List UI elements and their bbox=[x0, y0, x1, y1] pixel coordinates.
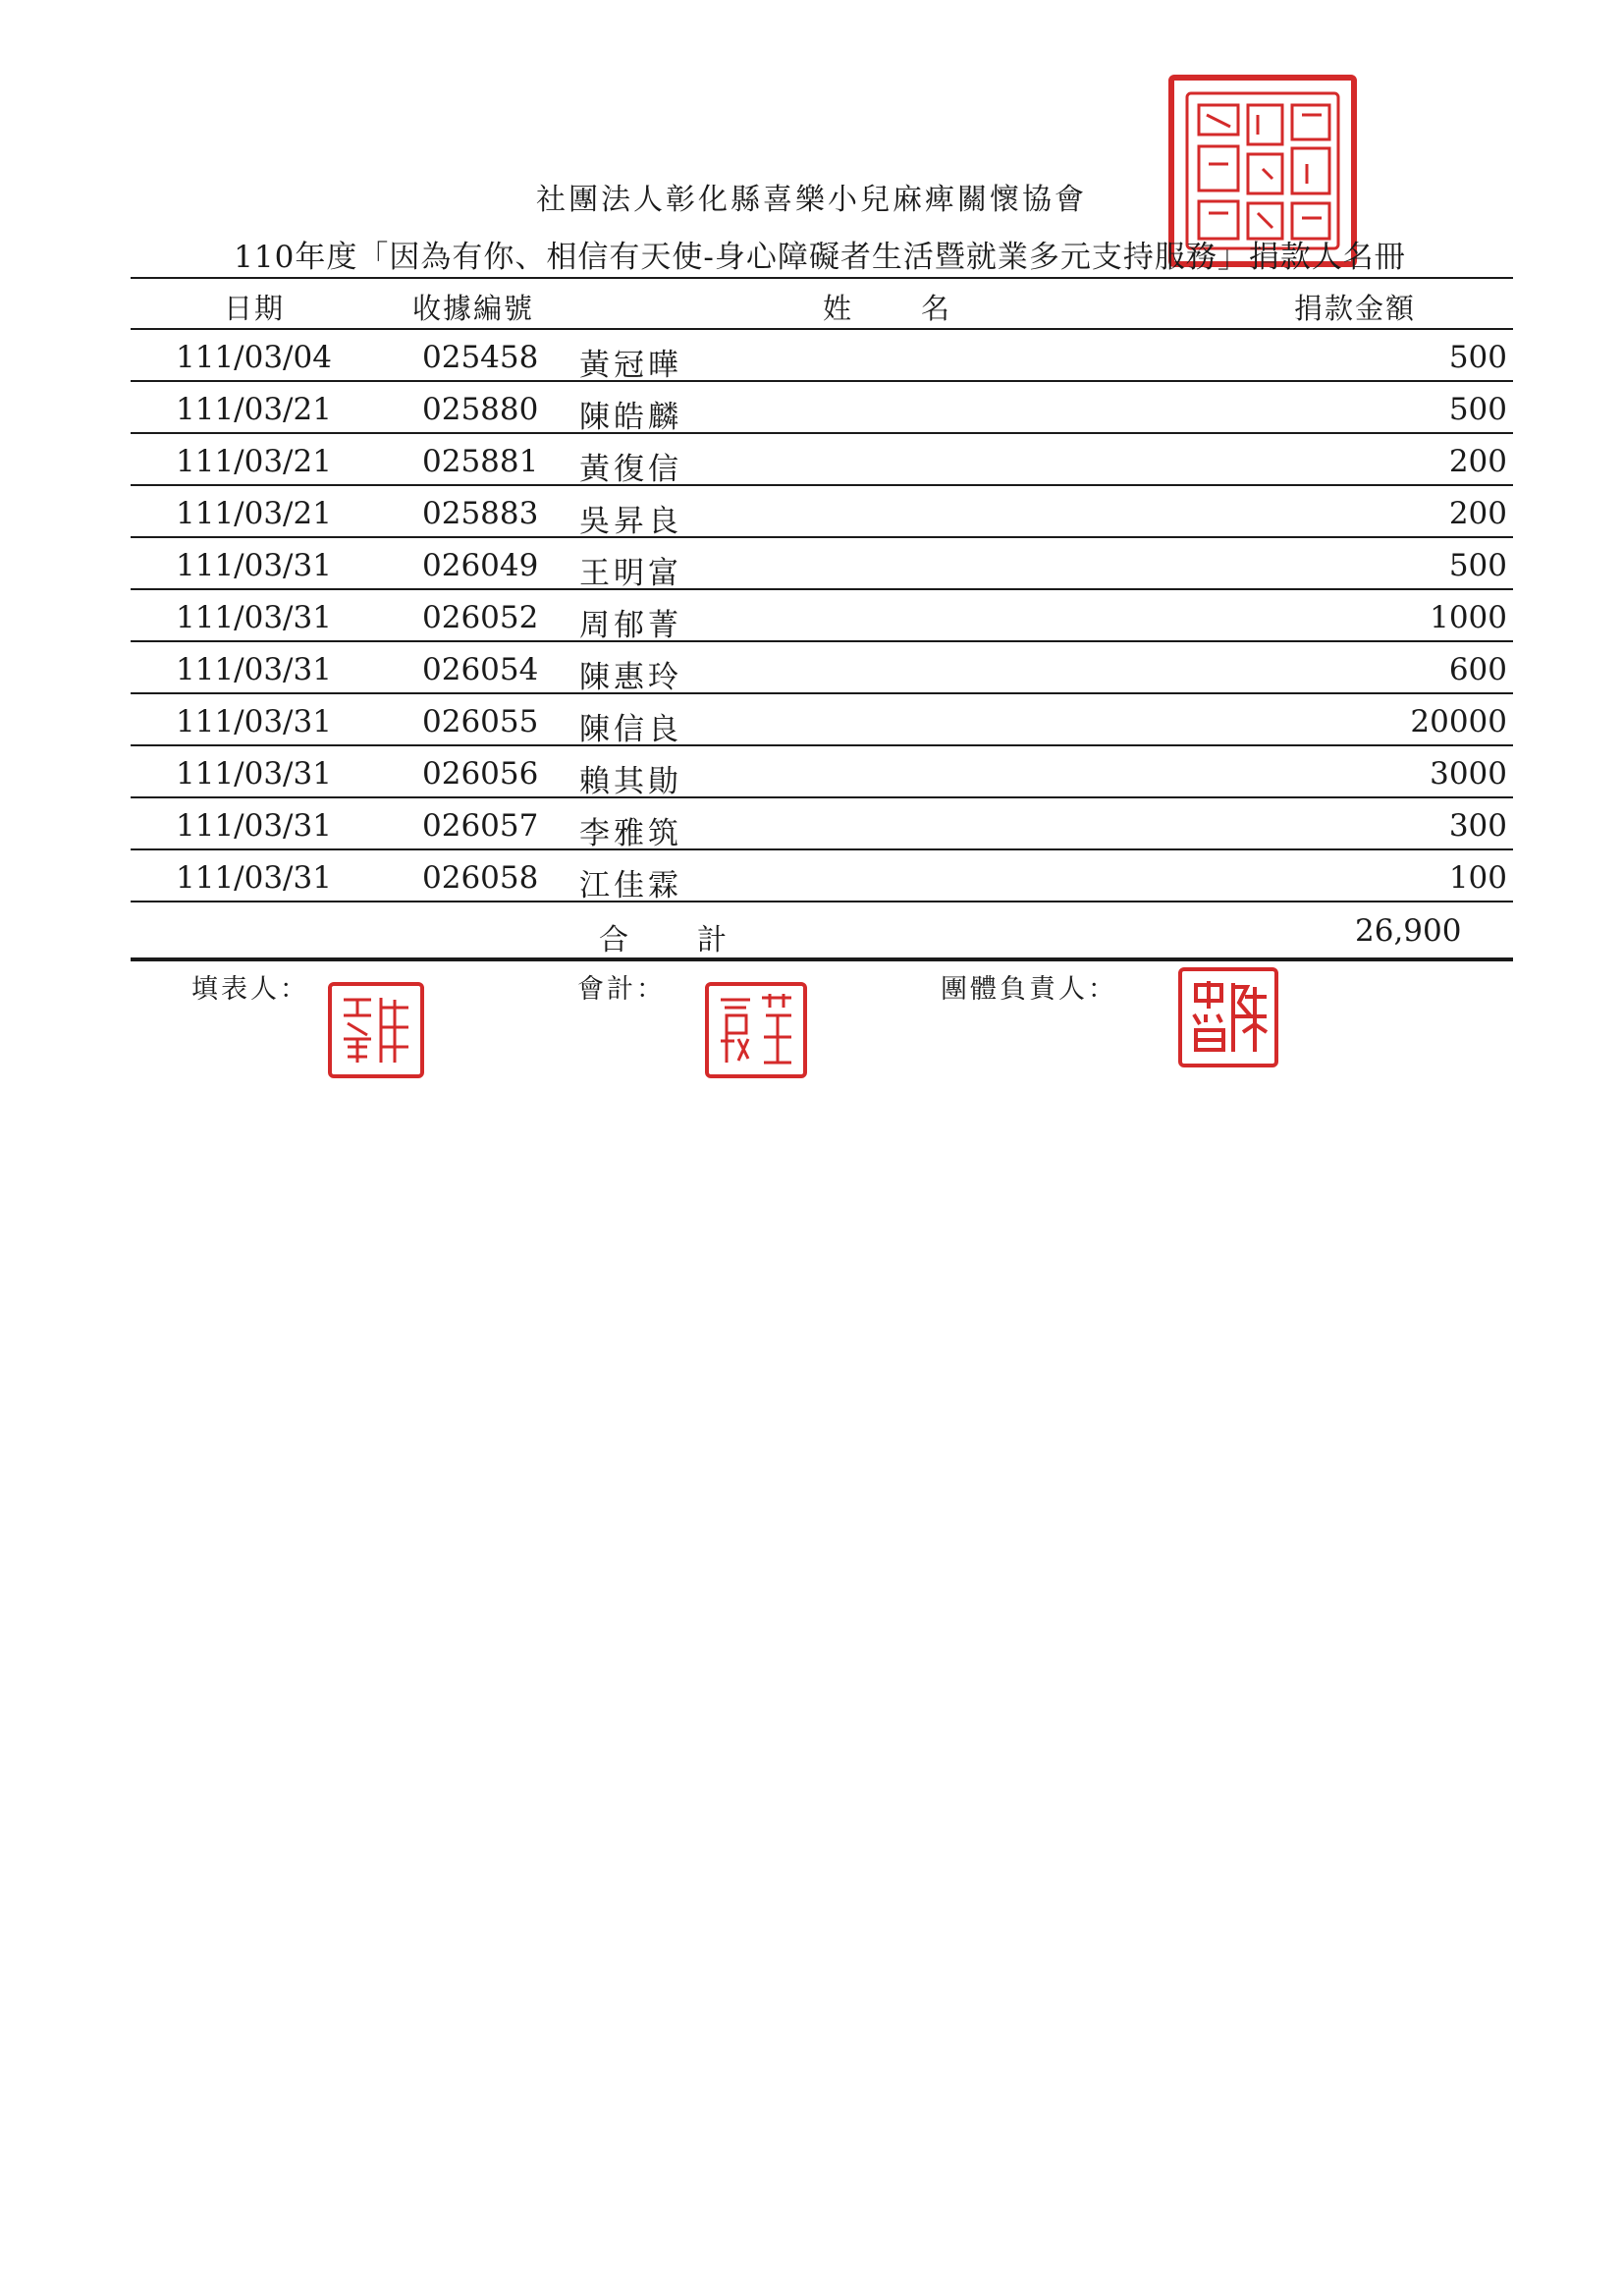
column-header-amount: 捐款金額 bbox=[1294, 292, 1417, 325]
row-divider bbox=[131, 901, 1513, 902]
column-header-surname: 姓 bbox=[823, 292, 854, 325]
row-receipt-no: 025881 bbox=[422, 444, 539, 479]
row-donor-name: 陳皓麟 bbox=[579, 400, 682, 435]
table-row bbox=[131, 486, 1513, 538]
row-donor-name: 李雅筑 bbox=[579, 816, 682, 851]
column-header-given-name: 名 bbox=[921, 292, 952, 325]
row-donor-name: 王明富 bbox=[579, 556, 682, 591]
table-row bbox=[131, 434, 1513, 486]
head-label: 團體負責人： bbox=[941, 974, 1117, 1005]
row-date: 111/03/31 bbox=[176, 548, 332, 583]
table-row bbox=[131, 746, 1513, 798]
row-amount: 3000 bbox=[1430, 756, 1507, 792]
row-donor-name: 陳信良 bbox=[579, 712, 682, 747]
row-receipt-no: 025458 bbox=[422, 340, 539, 375]
row-date: 111/03/31 bbox=[176, 600, 332, 635]
row-date: 111/03/31 bbox=[176, 860, 332, 896]
row-date: 111/03/21 bbox=[176, 496, 332, 531]
total-label-1: 合 bbox=[599, 923, 628, 957]
table-row bbox=[131, 538, 1513, 590]
row-date: 111/03/31 bbox=[176, 704, 332, 739]
table-row bbox=[131, 694, 1513, 746]
preparer-label: 填表人： bbox=[191, 974, 309, 1005]
total-bottom-rule bbox=[131, 957, 1513, 961]
row-donor-name: 周郁菁 bbox=[579, 608, 682, 643]
column-header-receipt-no: 收據編號 bbox=[412, 292, 535, 325]
row-amount: 200 bbox=[1448, 444, 1507, 479]
row-donor-name: 吳昇良 bbox=[579, 504, 682, 539]
table-row bbox=[131, 382, 1513, 434]
row-receipt-no: 026049 bbox=[422, 548, 539, 583]
row-amount: 1000 bbox=[1430, 600, 1507, 635]
head-seal bbox=[1178, 967, 1278, 1067]
preparer-seal-graphic bbox=[334, 988, 418, 1072]
total-amount: 26,900 bbox=[1355, 913, 1462, 949]
row-donor-name: 黃冠曄 bbox=[579, 348, 682, 383]
table-row bbox=[131, 798, 1513, 850]
row-receipt-no: 026055 bbox=[422, 704, 539, 739]
row-donor-name: 陳惠玲 bbox=[579, 660, 682, 695]
row-receipt-no: 025880 bbox=[422, 392, 539, 427]
row-amount: 100 bbox=[1448, 860, 1507, 896]
accountant-seal-graphic bbox=[711, 988, 801, 1072]
table-row bbox=[131, 590, 1513, 642]
row-date: 111/03/21 bbox=[176, 444, 332, 479]
organization-name: 社團法人彰化縣喜樂小兒麻痺關懷協會 bbox=[536, 183, 1087, 217]
row-receipt-no: 026058 bbox=[422, 860, 539, 896]
accountant-label: 會計： bbox=[577, 974, 666, 1005]
total-label-2: 計 bbox=[697, 923, 727, 957]
table-row bbox=[131, 642, 1513, 694]
organization-seal-graphic bbox=[1179, 85, 1346, 256]
row-receipt-no: 026057 bbox=[422, 808, 539, 844]
table-row bbox=[131, 330, 1513, 382]
row-date: 111/03/04 bbox=[176, 340, 332, 375]
row-amount: 500 bbox=[1448, 548, 1507, 583]
row-receipt-no: 026052 bbox=[422, 600, 539, 635]
row-date: 111/03/21 bbox=[176, 392, 332, 427]
header-top-rule bbox=[131, 277, 1513, 279]
row-amount: 600 bbox=[1448, 652, 1507, 687]
row-amount: 300 bbox=[1448, 808, 1507, 844]
column-header-date: 日期 bbox=[224, 292, 286, 325]
row-donor-name: 賴其勛 bbox=[579, 764, 682, 799]
row-donor-name: 江佳霖 bbox=[579, 868, 682, 903]
row-receipt-no: 026054 bbox=[422, 652, 539, 687]
row-receipt-no: 025883 bbox=[422, 496, 539, 531]
row-date: 111/03/31 bbox=[176, 808, 332, 844]
row-date: 111/03/31 bbox=[176, 652, 332, 687]
row-receipt-no: 026056 bbox=[422, 756, 539, 792]
head-seal-graphic bbox=[1184, 973, 1272, 1062]
row-amount: 500 bbox=[1448, 340, 1507, 375]
row-date: 111/03/31 bbox=[176, 756, 332, 792]
row-amount: 500 bbox=[1448, 392, 1507, 427]
document-title: 110年度「因為有你、相信有天使-身心障礙者生活暨就業多元支持服務」捐款人名冊 bbox=[234, 240, 1406, 275]
row-amount: 200 bbox=[1448, 496, 1507, 531]
preparer-seal bbox=[328, 982, 424, 1078]
table-row bbox=[131, 850, 1513, 902]
row-amount: 20000 bbox=[1410, 704, 1507, 739]
row-donor-name: 黃復信 bbox=[579, 452, 682, 487]
accountant-seal bbox=[705, 982, 807, 1078]
